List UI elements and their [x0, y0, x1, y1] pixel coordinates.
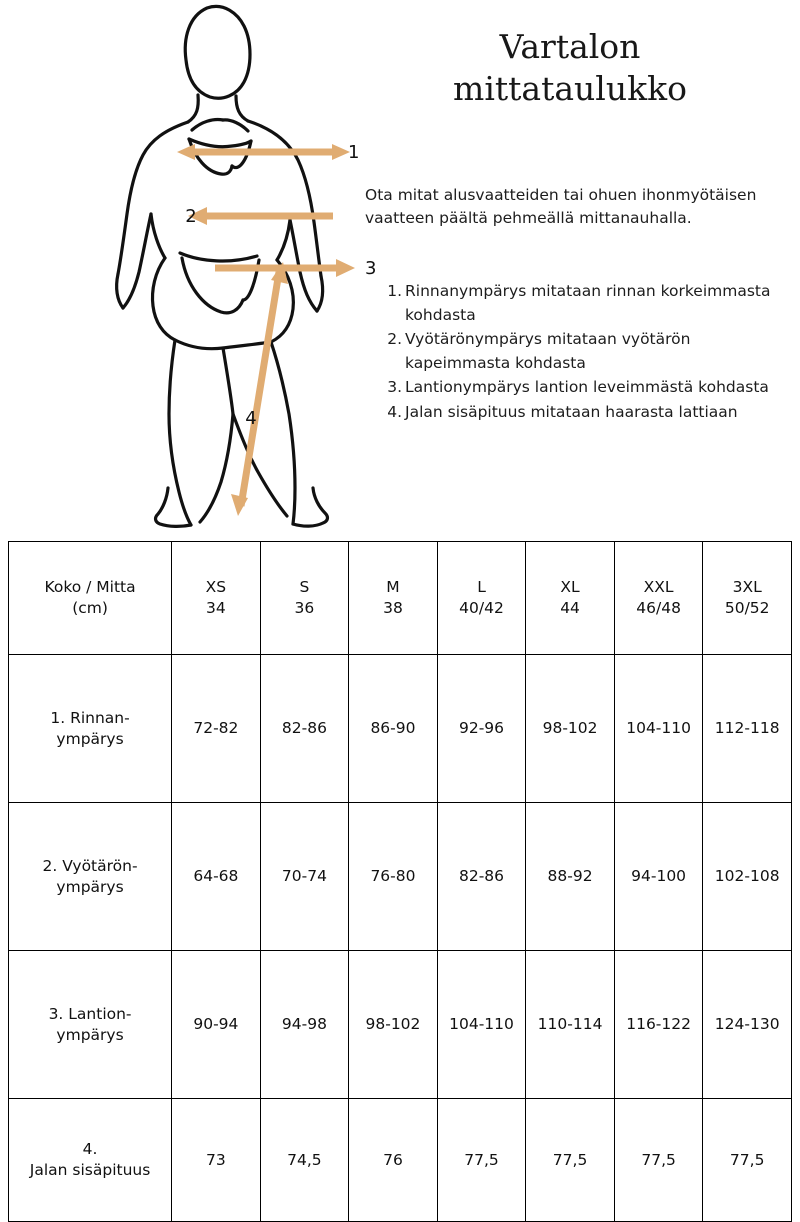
- cell-bust-l: 92-96: [437, 655, 526, 803]
- row-label-bust-line2: ympärys: [56, 729, 124, 748]
- cell-hips-xs: 90-94: [172, 951, 261, 1099]
- measurement-steps-list: [378, 280, 778, 425]
- size-number-s: 36: [294, 599, 315, 617]
- table-header-cell-xl: [526, 542, 615, 655]
- cell-inseam-xxl: 77,5: [614, 1099, 703, 1222]
- step-item-1: [378, 280, 778, 327]
- table-row: [9, 951, 792, 1099]
- table-header-cell-l: [437, 542, 526, 655]
- row-label-waist: [9, 803, 172, 951]
- size-name-xxl: XXL: [643, 578, 674, 597]
- cell-hips-3xl: 124-130: [703, 951, 792, 1099]
- size-number-xl: 44: [560, 599, 580, 617]
- intro-text: Ota mitat alusvaatteiden tai ohuen ihonmyötäisen vaatteen päältä pehmeällä mittanauhalla.: [365, 185, 757, 228]
- row-label-hips-line2: ympärys: [56, 1025, 124, 1044]
- cell-bust-s: 82-86: [260, 655, 349, 803]
- step-text-1: Rinnanympärys mitataan rinnan korkeimmasta kohdasta: [405, 282, 771, 324]
- cell-inseam-3xl: 77,5: [703, 1099, 792, 1222]
- marker-label-1: 1: [348, 142, 360, 163]
- size-table: [8, 541, 792, 1222]
- cell-waist-xl: 88-92: [526, 803, 615, 951]
- page-title-line2: mittataulukko: [453, 69, 687, 109]
- row-label-inseam-line1: 4.: [82, 1140, 98, 1159]
- row-label-inseam: [9, 1099, 172, 1222]
- cell-hips-s: 94-98: [260, 951, 349, 1099]
- cell-inseam-xs: 73: [172, 1099, 261, 1222]
- cell-waist-3xl: 102-108: [703, 803, 792, 951]
- cell-hips-l: 104-110: [437, 951, 526, 1099]
- table-row: [9, 655, 792, 803]
- table-header-row: [9, 542, 792, 655]
- row-label-hips-line1: 3. Lantion-: [48, 1004, 132, 1023]
- marker-label-4: 4: [245, 408, 257, 429]
- table-header-cell-xxl: [614, 542, 703, 655]
- row-label-hips: [9, 951, 172, 1099]
- cell-hips-xl: 110-114: [526, 951, 615, 1099]
- step-number-2: 2.: [387, 330, 402, 349]
- cell-bust-xxl: 104-110: [614, 655, 703, 803]
- table-row: [9, 1099, 792, 1222]
- cell-bust-3xl: 112-118: [703, 655, 792, 803]
- step-text-3: Lantionympärys lantion leveimmästä kohdasta: [405, 378, 769, 397]
- step-number-4: 4.: [387, 402, 402, 421]
- cell-bust-xs: 72-82: [172, 655, 261, 803]
- cell-waist-s: 70-74: [260, 803, 349, 951]
- cell-inseam-l: 77,5: [437, 1099, 526, 1222]
- cell-waist-xs: 64-68: [172, 803, 261, 951]
- step-text-2: Vyötärönympärys mitataan vyötärön kapeimmasta kohdasta: [405, 330, 691, 372]
- size-number-xxl: 46/48: [636, 599, 681, 617]
- size-name-s: S: [299, 578, 310, 597]
- marker-label-3: 3: [365, 258, 377, 279]
- size-name-m: M: [386, 578, 400, 597]
- corner-label-line1: Koko / Mitta: [44, 578, 136, 597]
- table-header-cell-m: [349, 542, 438, 655]
- table-corner-cell: [9, 542, 172, 655]
- cell-hips-m: 98-102: [349, 951, 438, 1099]
- step-item-3: [378, 376, 778, 400]
- step-item-4: [378, 401, 778, 425]
- row-label-waist-line1: 2. Vyötärön-: [42, 856, 138, 875]
- size-number-3xl: 50/52: [724, 599, 770, 617]
- cell-bust-m: 86-90: [349, 655, 438, 803]
- page-title-line1: Vartalon: [499, 27, 641, 66]
- size-number-m: 38: [383, 599, 403, 617]
- row-label-waist-line2: ympärys: [56, 877, 124, 896]
- measure-arrows: [177, 144, 355, 516]
- row-label-inseam-line2: Jalan sisäpituus: [29, 1161, 151, 1179]
- row-label-bust: [9, 655, 172, 803]
- step-text-4: Jalan sisäpituus mitataan haarasta lattiaan: [405, 402, 738, 421]
- cell-inseam-xl: 77,5: [526, 1099, 615, 1222]
- page-title: [360, 26, 780, 110]
- size-table-container: [8, 541, 792, 1222]
- step-item-2: [378, 328, 778, 375]
- cell-waist-xxl: 94-100: [614, 803, 703, 951]
- cell-waist-m: 76-80: [349, 803, 438, 951]
- header-section: [0, 0, 800, 540]
- table-row: [9, 803, 792, 951]
- size-number-xs: 34: [206, 599, 226, 617]
- size-number-l: 40/42: [459, 599, 504, 617]
- table-header-cell-s: [260, 542, 349, 655]
- cell-inseam-s: 74,5: [260, 1099, 349, 1222]
- corner-label-line2: (cm): [72, 599, 108, 617]
- cell-bust-xl: 98-102: [526, 655, 615, 803]
- size-name-l: L: [477, 578, 486, 597]
- cell-inseam-m: 76: [349, 1099, 438, 1222]
- table-header-cell-3xl: [703, 542, 792, 655]
- table-header-cell-xs: [172, 542, 261, 655]
- step-number-1: 1.: [387, 282, 402, 300]
- size-name-xs: XS: [205, 578, 227, 597]
- marker-label-2: 2: [185, 206, 197, 227]
- step-number-3: 3.: [387, 378, 402, 397]
- size-name-3xl: 3XL: [732, 578, 762, 597]
- row-label-bust-line1: 1. Rinnan-: [50, 708, 130, 727]
- cell-hips-xxl: 116-122: [614, 951, 703, 1099]
- body-figure-illustration: [55, 0, 385, 540]
- size-name-xl: XL: [560, 578, 580, 597]
- cell-waist-l: 82-86: [437, 803, 526, 951]
